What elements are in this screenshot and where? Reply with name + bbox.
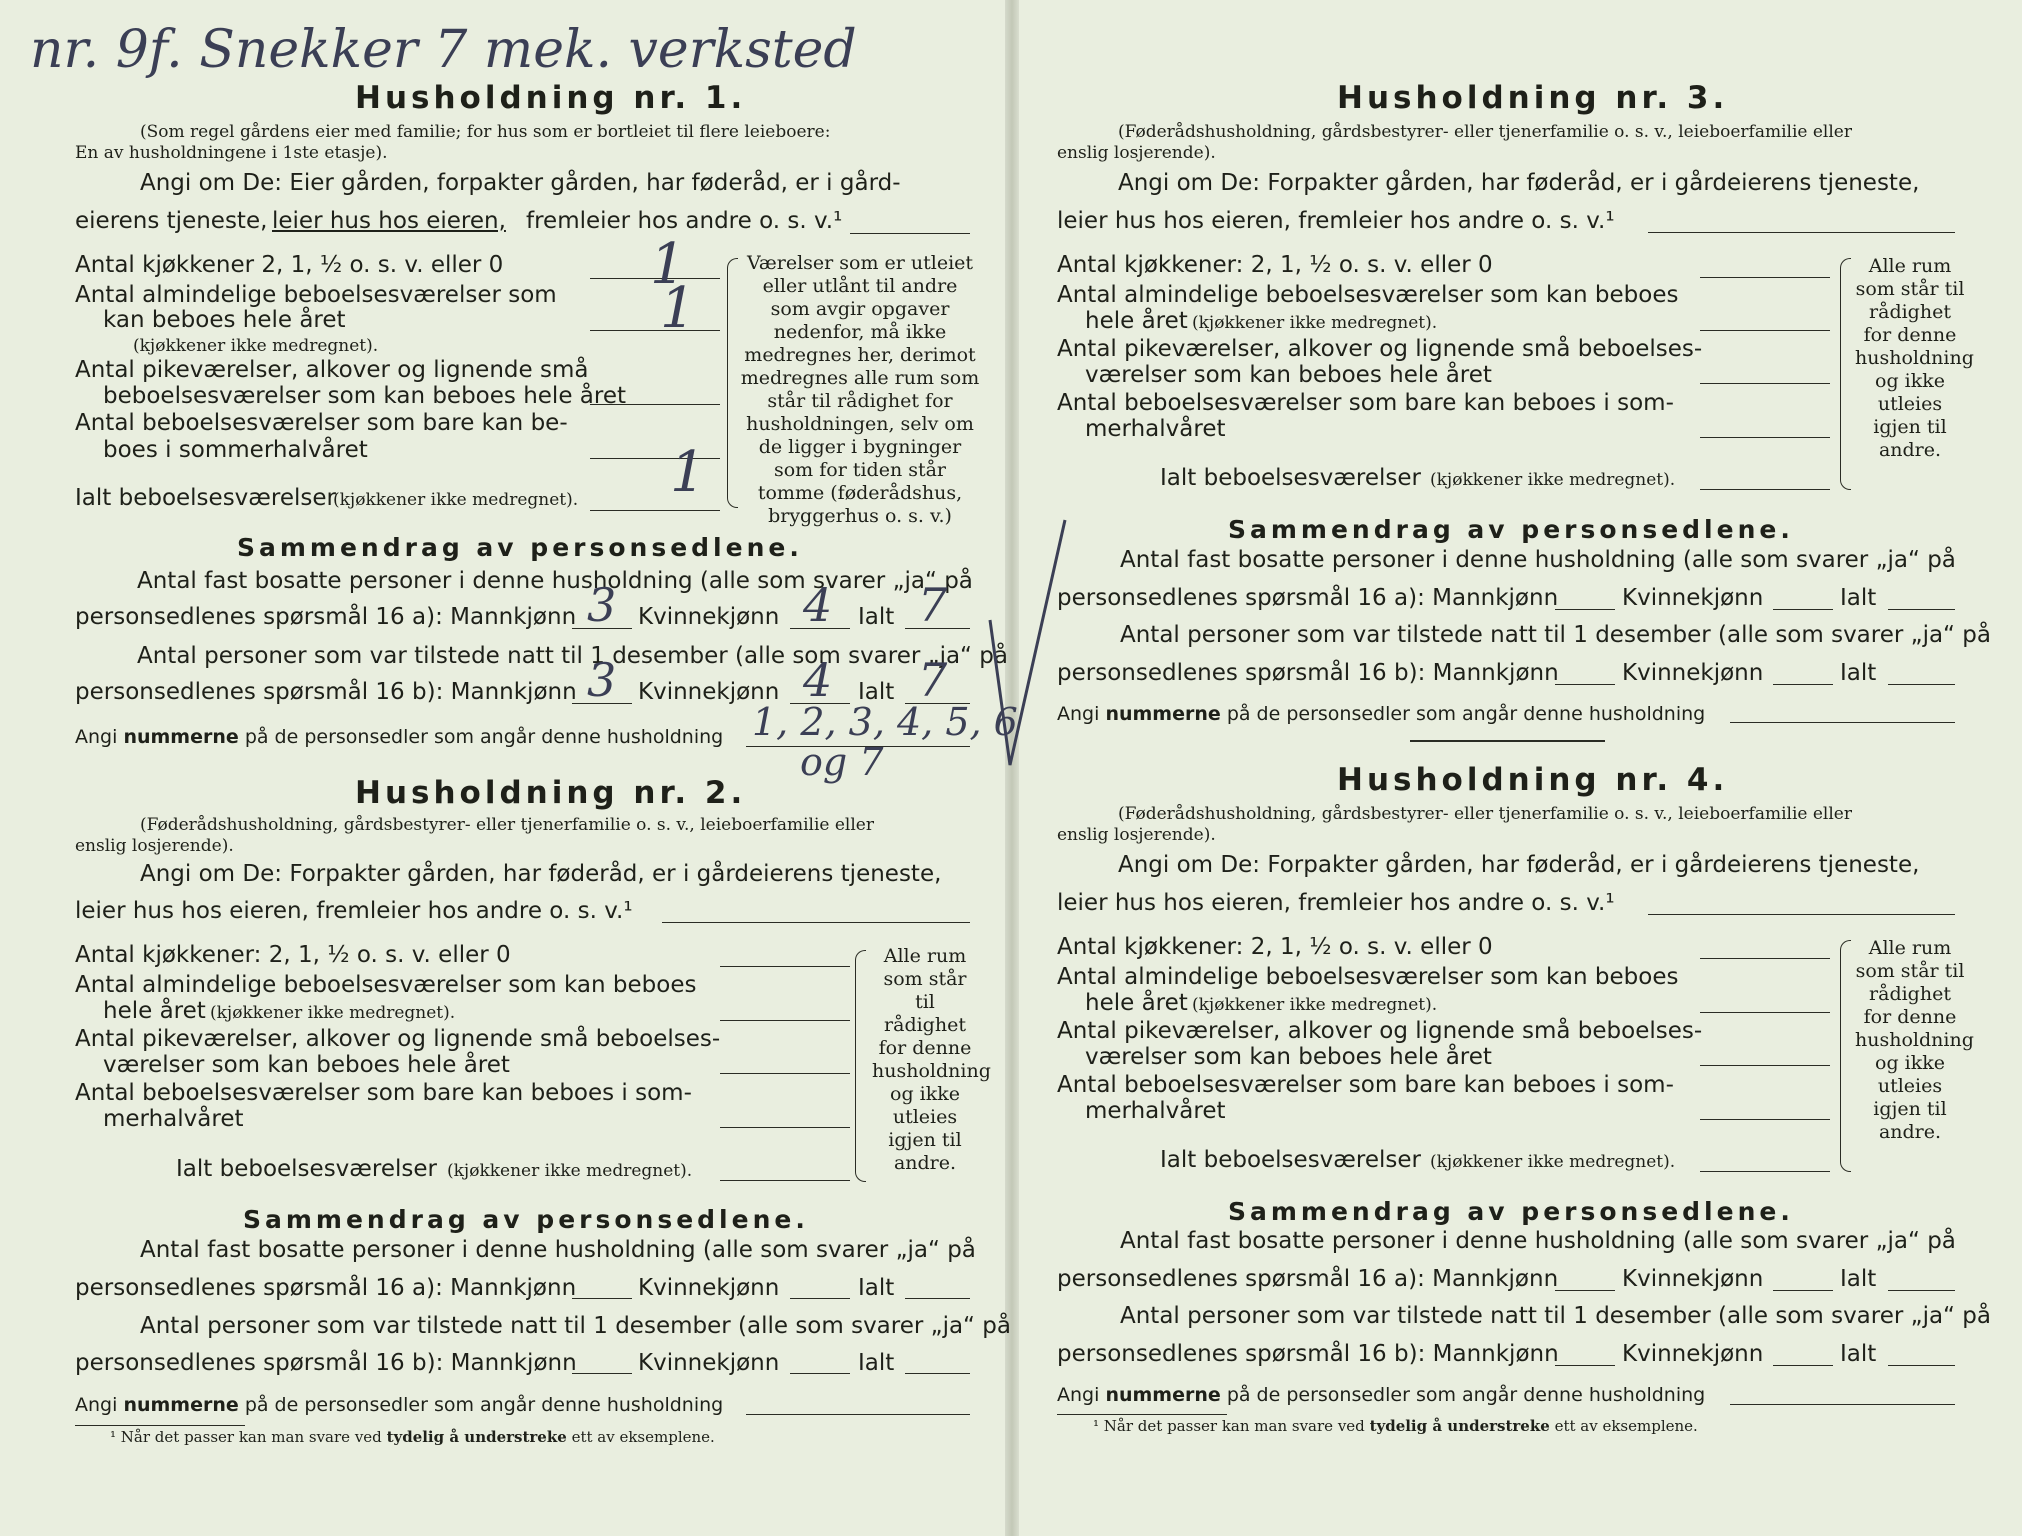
- h1-sum-line-2: personsedlenes spørsmål 16 a): Mannkjønn: [75, 604, 577, 630]
- h4-intro-2: enslig losjerende).: [1057, 825, 1216, 845]
- h4-rooms-label-b: hele året: [1085, 990, 1188, 1016]
- h1-total-value: 1: [670, 440, 706, 505]
- h3-sum-line-2: personsedlenes spørsmål 16 a): Mannkjønn: [1057, 585, 1559, 611]
- h1-sum-line-1: Antal fast bosatte personer i denne husholdning (alle som svarer „ja“ på: [137, 568, 973, 594]
- h1-small-rooms-label-a: Antal pikeværelser, alkover og lignende små: [75, 357, 589, 383]
- h1-question-2c: fremleier hos andre o. s. v.¹: [526, 208, 843, 234]
- check-stroke: [990, 520, 1065, 765]
- h3-intro-2: enslig losjerende).: [1057, 143, 1216, 163]
- h3-sum-line-3: Antal personer som var tilstede natt til 1 desember (alle som svarer „ja“ på: [1120, 622, 1991, 648]
- handwritten-check-mark: [980, 500, 1080, 780]
- h2-question-2: leier hus hos eieren, fremleier hos andre o. s. v.¹: [75, 898, 633, 924]
- h1-total-sub: (kjøkkener ikke medregnet).: [333, 490, 579, 510]
- h3-summer-rooms-label-a: Antal beboelsesværelser som bare kan beboes i som-: [1057, 390, 1674, 416]
- h3-rooms-label-c: (kjøkkener ikke medregnet).: [1192, 313, 1438, 333]
- h1-summer-rooms-label-a: Antal beboelsesværelser som bare kan be-: [75, 410, 568, 436]
- h4-title: Husholdning nr. 4.: [1337, 762, 1729, 798]
- h4-kv-label-b: Kvinnekjønn: [1622, 1341, 1764, 1367]
- h1-summer-rooms-label-b: boes i sommerhalvåret: [103, 437, 368, 463]
- h3-summary-title: Sammendrag av personsedlene.: [1228, 515, 1794, 544]
- h4-question-1: Angi om De: Forpakter gården, har føderåd, er i gårdeierens tjeneste,: [1118, 852, 1920, 878]
- h1-kitchens-label: Antal kjøkkener 2, 1, ½ o. s. v. eller 0: [75, 252, 504, 278]
- h1-kv-label-b: Kvinnekjønn: [638, 679, 780, 705]
- footnote-left: ¹ Når det passer kan man svare ved tydelig å understreke ett av eksemplene.: [110, 1428, 715, 1446]
- h4-kv-label-a: Kvinnekjønn: [1622, 1266, 1764, 1292]
- h3-total-sub: (kjøkkener ikke medregnet).: [1430, 470, 1676, 490]
- h1-question-1: Angi om De: Eier gården, forpakter gården, har føderåd, er i gård-: [140, 170, 901, 196]
- h3-small-rooms-label-b: værelser som kan beboes hele året: [1085, 362, 1492, 388]
- h4-side-note: Alle rum som står til rådighet for denne husholdning og ikke utleies igjen til andre.: [1855, 937, 1974, 1143]
- h1-i16a: 7: [918, 578, 948, 632]
- h4-summer-rooms-label-a: Antal beboelsesværelser som bare kan beboes i som-: [1057, 1072, 1674, 1098]
- h1-ialt-label-a: Ialt: [858, 604, 895, 630]
- h3-side-note: Alle rum som står til rådighet for denne husholdning og ikke utleies igjen til andre.: [1855, 255, 1974, 461]
- h2-small-rooms-label-b: værelser som kan beboes hele året: [103, 1052, 510, 1078]
- footnote-right: ¹ Når det passer kan man svare ved tydelig å understreke ett av eksemplene.: [1093, 1417, 1698, 1435]
- h1-summary-title: Sammendrag av personsedlene.: [237, 533, 803, 562]
- h4-rooms-label-c: (kjøkkener ikke medregnet).: [1192, 995, 1438, 1015]
- h3-summer-rooms-label-b: merhalvåret: [1085, 416, 1226, 442]
- h1-k16a: 4: [803, 578, 833, 632]
- h3-total-label: Ialt beboelsesværelser: [1160, 465, 1421, 491]
- h1-person-numbers-2: og 7: [800, 740, 884, 784]
- h3-ialt-label-b: Ialt: [1840, 660, 1877, 686]
- h2-kv-label-a: Kvinnekjønn: [638, 1275, 780, 1301]
- h2-ialt-label-a: Ialt: [858, 1275, 895, 1301]
- h2-rooms-label-c: (kjøkkener ikke medregnet).: [210, 1003, 456, 1023]
- h3-sum-line-4: personsedlenes spørsmål 16 b): Mannkjønn: [1057, 660, 1559, 686]
- h1-m16b: 3: [587, 653, 617, 707]
- h4-summer-rooms-label-b: merhalvåret: [1085, 1098, 1226, 1124]
- h4-ialt-label-b: Ialt: [1840, 1341, 1877, 1367]
- h4-rooms-label-a: Antal almindelige beboelsesværelser som kan beboes: [1057, 964, 1679, 990]
- h1-i16b: 7: [918, 653, 948, 707]
- h1-question-2b: leier hus hos eieren,: [272, 208, 506, 234]
- h1-question-2a: eierens tjeneste,: [75, 208, 268, 234]
- h1-rooms-value: 1: [660, 276, 696, 341]
- h3-kv-label-b: Kvinnekjønn: [1622, 660, 1764, 686]
- h3-angi: Angi nummerne på de personsedler som angår denne husholdning: [1057, 703, 1706, 725]
- h2-summary-title: Sammendrag av personsedlene.: [243, 1205, 809, 1234]
- h2-kv-label-b: Kvinnekjønn: [638, 1350, 780, 1376]
- h4-ialt-label-a: Ialt: [1840, 1266, 1877, 1292]
- h4-kitchens-label: Antal kjøkkener: 2, 1, ½ o. s. v. eller 0: [1057, 934, 1493, 960]
- h2-question-1: Angi om De: Forpakter gården, har føderåd, er i gårdeierens tjeneste,: [140, 861, 942, 887]
- h2-intro-2: enslig losjerende).: [75, 836, 234, 856]
- h2-title: Husholdning nr. 2.: [355, 775, 747, 811]
- h2-side-note: Alle rum som står til rådighet for denne husholdning og ikke utleies igjen til andre.: [872, 945, 991, 1174]
- h2-total-sub: (kjøkkener ikke medregnet).: [447, 1161, 693, 1181]
- h2-summer-rooms-label-a: Antal beboelsesværelser som bare kan beboes i som-: [75, 1080, 692, 1106]
- h4-sum-line-1: Antal fast bosatte personer i denne husholdning (alle som svarer „ja“ på: [1120, 1228, 1956, 1254]
- h4-small-rooms-label-a: Antal pikeværelser, alkover og lignende små beboelses-: [1057, 1018, 1703, 1044]
- h2-ialt-label-b: Ialt: [858, 1350, 895, 1376]
- h2-intro-1: (Føderådshusholdning, gårdsbestyrer- eller tjenerfamilie o. s. v., leieboerfamilie eller: [140, 815, 874, 835]
- h1-k16b: 4: [803, 653, 833, 707]
- h2-kitchens-label: Antal kjøkkener: 2, 1, ½ o. s. v. eller 0: [75, 942, 511, 968]
- h1-kv-label-a: Kvinnekjønn: [638, 604, 780, 630]
- h3-kv-label-a: Kvinnekjønn: [1622, 585, 1764, 611]
- h3-question-2: leier hus hos eieren, fremleier hos andre o. s. v.¹: [1057, 208, 1615, 234]
- h1-m16a: 3: [587, 578, 617, 632]
- h4-total-sub: (kjøkkener ikke medregnet).: [1430, 1152, 1676, 1172]
- h1-intro-2: En av husholdningene i 1ste etasje).: [75, 143, 388, 163]
- h1-side-note: Værelser som er utleiet eller utlånt til andre som avgir opgaver nedenfor, må ikke medregnes her, derimot medregnes alle rum som står til rådighet for husholdningen, selv om de ligger i bygninger som for tiden står tomme (føderådshus, bryggerhus o. s. v.): [740, 252, 980, 527]
- h3-title: Husholdning nr. 3.: [1337, 80, 1729, 116]
- h1-sum-line-4: personsedlenes spørsmål 16 b): Mannkjønn: [75, 679, 577, 705]
- h2-total-label: Ialt beboelsesværelser: [176, 1156, 437, 1182]
- h3-ialt-label-a: Ialt: [1840, 585, 1877, 611]
- h3-small-rooms-label-a: Antal pikeværelser, alkover og lignende små beboelses-: [1057, 336, 1703, 362]
- h2-small-rooms-label-a: Antal pikeværelser, alkover og lignende små beboelses-: [75, 1026, 721, 1052]
- h2-rooms-label-b: hele året: [103, 998, 206, 1024]
- h4-sum-line-4: personsedlenes spørsmål 16 b): Mannkjønn: [1057, 1341, 1559, 1367]
- h3-question-1: Angi om De: Forpakter gården, har føderåd, er i gårdeierens tjeneste,: [1118, 170, 1920, 196]
- h1-person-numbers-1: 1, 2, 3, 4, 5, 6: [752, 700, 1018, 744]
- h1-rooms-label-c: (kjøkkener ikke medregnet).: [133, 336, 379, 356]
- h1-total-label: Ialt beboelsesværelser: [75, 485, 336, 511]
- h4-angi: Angi nummerne på de personsedler som angår denne husholdning: [1057, 1384, 1706, 1406]
- h4-total-label: Ialt beboelsesværelser: [1160, 1147, 1421, 1173]
- h3-rooms-label-a: Antal almindelige beboelsesværelser som kan beboes: [1057, 282, 1679, 308]
- h1-title: Husholdning nr. 1.: [355, 80, 747, 116]
- h1-angi: Angi nummerne på de personsedler som angår denne husholdning: [75, 726, 724, 748]
- h1-small-rooms-label-b: beboelsesværelser som kan beboes hele året: [103, 383, 626, 409]
- h2-rooms-label-a: Antal almindelige beboelsesværelser som kan beboes: [75, 972, 697, 998]
- h1-kitchens-value: 1: [650, 232, 686, 297]
- h1-ialt-label-b: Ialt: [858, 679, 895, 705]
- h4-small-rooms-label-b: værelser som kan beboes hele året: [1085, 1044, 1492, 1070]
- handwritten-header: nr. 9f. Snekker 7 mek. verksted: [30, 20, 857, 80]
- h2-sum-line-2: personsedlenes spørsmål 16 a): Mannkjønn: [75, 1275, 577, 1301]
- h2-sum-line-3: Antal personer som var tilstede natt til 1 desember (alle som svarer „ja“ på: [140, 1313, 1011, 1339]
- h2-angi: Angi nummerne på de personsedler som angår denne husholdning: [75, 1394, 724, 1416]
- h3-intro-1: (Føderådshusholdning, gårdsbestyrer- eller tjenerfamilie o. s. v., leieboerfamilie eller: [1118, 122, 1852, 142]
- h1-sum-line-3: Antal personer som var tilstede natt til 1 desember (alle som svarer „ja“ på: [137, 643, 1008, 669]
- h4-sum-line-3: Antal personer som var tilstede natt til 1 desember (alle som svarer „ja“ på: [1120, 1303, 1991, 1329]
- h4-question-2: leier hus hos eieren, fremleier hos andre o. s. v.¹: [1057, 890, 1615, 916]
- h2-sum-line-1: Antal fast bosatte personer i denne husholdning (alle som svarer „ja“ på: [140, 1237, 976, 1263]
- h4-sum-line-2: personsedlenes spørsmål 16 a): Mannkjønn: [1057, 1266, 1559, 1292]
- h1-rooms-label-b: kan beboes hele året: [103, 307, 346, 333]
- h2-sum-line-4: personsedlenes spørsmål 16 b): Mannkjønn: [75, 1350, 577, 1376]
- h3-rooms-label-b: hele året: [1085, 308, 1188, 334]
- h2-summer-rooms-label-b: merhalvåret: [103, 1106, 244, 1132]
- h1-rooms-label-a: Antal almindelige beboelsesværelser som: [75, 282, 557, 308]
- h4-summary-title: Sammendrag av personsedlene.: [1228, 1197, 1794, 1226]
- h4-intro-1: (Føderådshusholdning, gårdsbestyrer- eller tjenerfamilie o. s. v., leieboerfamilie eller: [1118, 804, 1852, 824]
- h1-intro-1: (Som regel gårdens eier med familie; for hus som er bortleiet til flere leieboere:: [140, 122, 831, 142]
- h3-sum-line-1: Antal fast bosatte personer i denne husholdning (alle som svarer „ja“ på: [1120, 547, 1956, 573]
- h3-kitchens-label: Antal kjøkkener: 2, 1, ½ o. s. v. eller 0: [1057, 252, 1493, 278]
